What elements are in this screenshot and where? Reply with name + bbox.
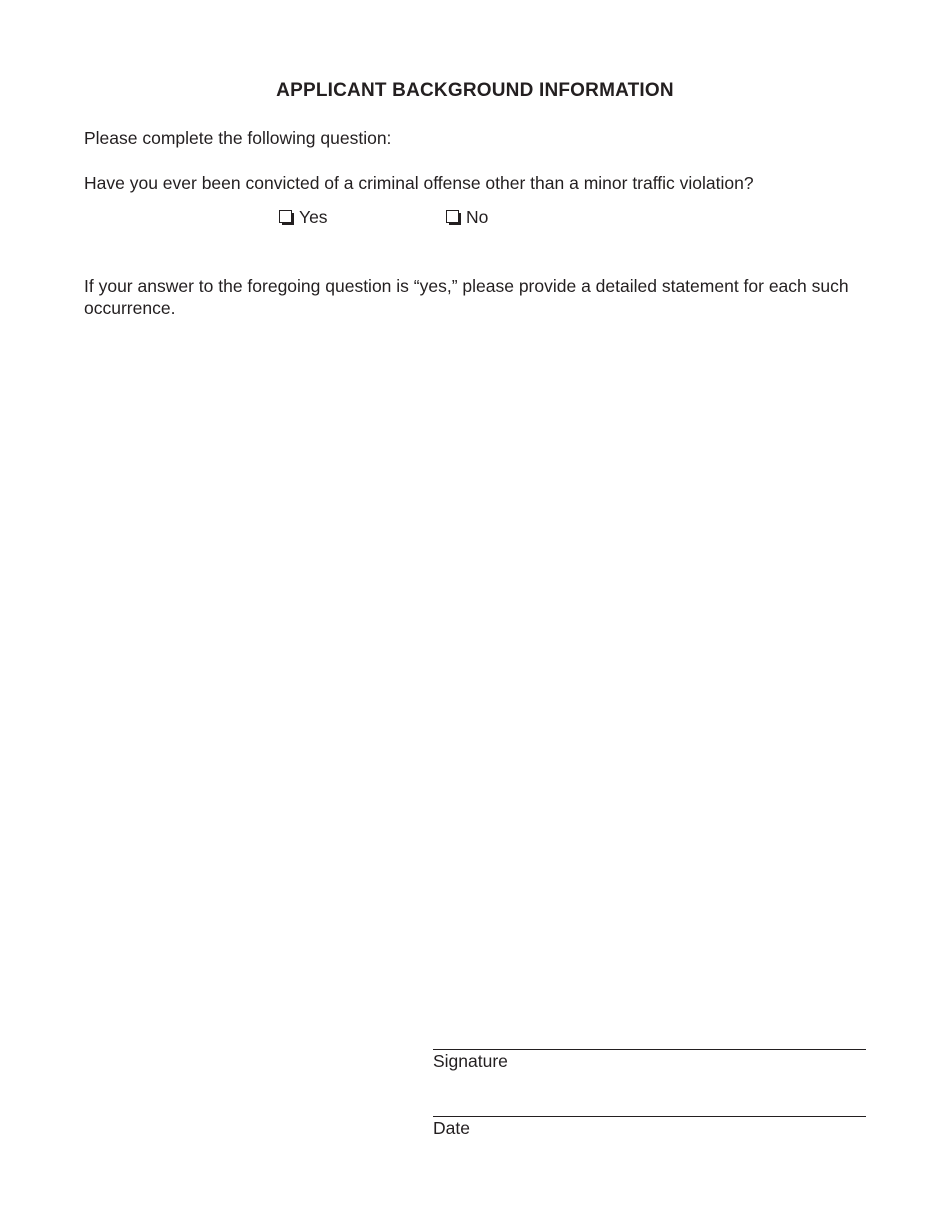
no-option[interactable]: [446, 206, 488, 228]
no-label: No: [466, 207, 489, 227]
date-label: Date: [433, 1118, 470, 1138]
yes-label: Yes: [299, 207, 328, 227]
yes-checkbox[interactable]: [279, 210, 294, 225]
form-title: APPLICANT BACKGROUND INFORMATION: [276, 80, 674, 101]
question-text: Have you ever been convicted of a criminal offense other than a minor traffic violation?: [84, 173, 754, 193]
no-checkbox[interactable]: [446, 210, 461, 225]
date-line[interactable]: [433, 1116, 866, 1117]
yes-option[interactable]: [279, 206, 328, 228]
instruction-text: Please complete the following question:: [84, 128, 392, 148]
followup-text: If your answer to the foregoing question is “yes,” please provide a detailed statement for each such occurrence.: [84, 276, 849, 318]
signature-label: Signature: [433, 1051, 508, 1071]
